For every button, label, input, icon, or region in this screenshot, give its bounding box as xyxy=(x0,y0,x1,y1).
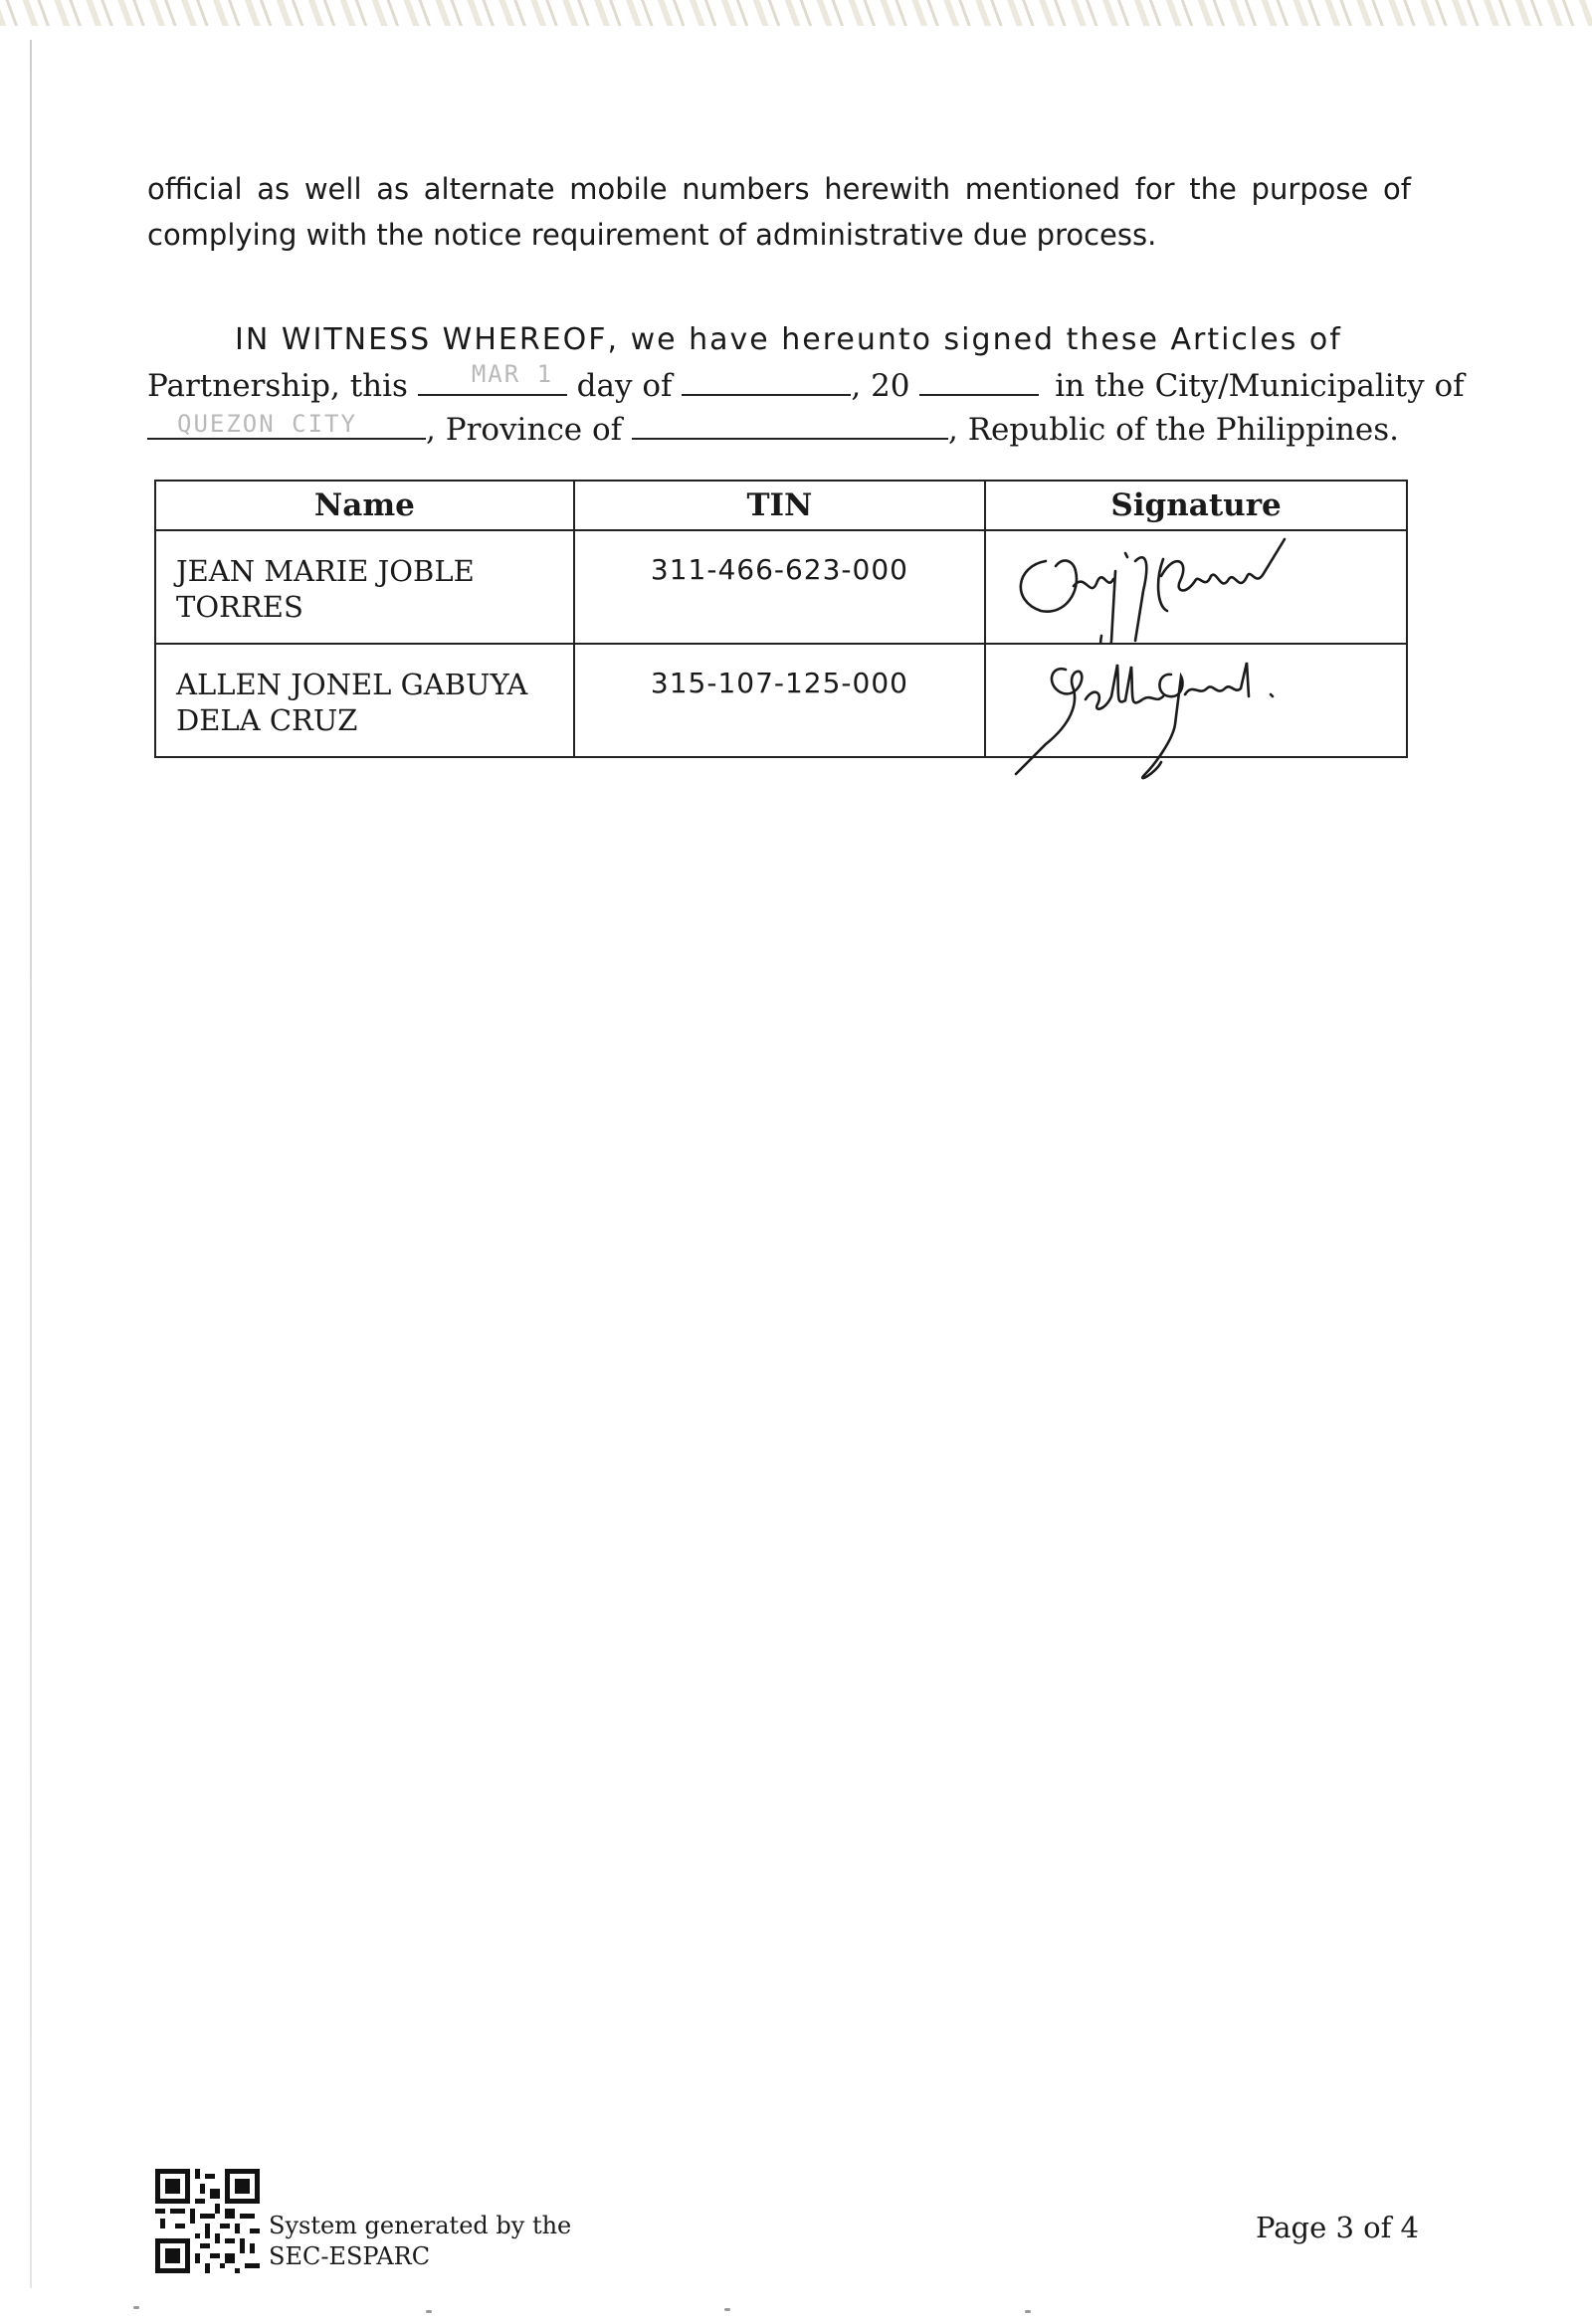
witness-clause xyxy=(147,318,1465,450)
witness-line-2 xyxy=(147,360,1465,406)
scan-speck xyxy=(133,2306,139,2309)
qr-code-icon xyxy=(155,2169,260,2273)
signatory-name-line2: TORRES xyxy=(176,590,303,624)
signatory-name-line2: DELA CRUZ xyxy=(176,703,358,737)
table-row xyxy=(155,530,1407,644)
province-blank xyxy=(632,406,948,440)
city-blank xyxy=(147,406,426,440)
header-tin: TIN xyxy=(574,481,985,530)
table-header-row xyxy=(155,481,1407,530)
header-signature: Signature xyxy=(985,481,1407,530)
scan-left-edge xyxy=(30,40,32,2288)
month-blank xyxy=(682,362,851,396)
witness-text-partnership: Partnership, this xyxy=(147,368,408,404)
system-generated-note xyxy=(269,2211,571,2272)
signature-dela-cruz xyxy=(986,645,1407,814)
table-row xyxy=(155,644,1407,757)
signatory-name-line1: JEAN MARIE JOBLE xyxy=(176,554,475,588)
scan-speck xyxy=(1025,2310,1031,2313)
signatory-tin: 311-466-623-000 xyxy=(574,530,985,644)
signatory-name-cell xyxy=(155,644,574,757)
stamp-city-ghost: QUEZON CITY xyxy=(177,410,357,438)
signatories-table xyxy=(154,480,1408,758)
signature-torres xyxy=(986,531,1407,643)
scan-speck xyxy=(724,2308,730,2311)
page-number: Page 3 of 4 xyxy=(1256,2211,1419,2244)
scan-speck xyxy=(426,2310,432,2313)
signatory-tin: 315-107-125-000 xyxy=(574,644,985,757)
witness-text-republic: , Republic of the Philippines. xyxy=(948,412,1399,448)
system-generated-line1: System generated by the xyxy=(269,2212,572,2239)
header-name: Name xyxy=(155,481,574,530)
year-blank xyxy=(919,362,1039,396)
signature-cell xyxy=(985,644,1407,757)
system-generated-line2: SEC-ESPARC xyxy=(269,2242,431,2270)
witness-text-day-of: day of xyxy=(576,368,673,404)
witness-line-1: IN WITNESS WHEREOF, we have hereunto signed these Articles of xyxy=(235,322,1342,357)
witness-text-city: in the City/Municipality of xyxy=(1055,368,1465,404)
day-blank xyxy=(418,362,567,396)
signature-cell xyxy=(985,530,1407,644)
witness-text-province: , Province of xyxy=(426,412,623,448)
witness-text-year: , 20 xyxy=(851,368,910,404)
paragraph-notice: official as well as alternate mobile numbers herewith mentioned for the purpose of complying with the notice requirement of administrative due process. xyxy=(147,172,1411,252)
stamp-day-ghost: MAR 1 xyxy=(471,360,554,388)
signatory-name-cell xyxy=(155,530,574,644)
witness-line-3 xyxy=(147,406,1411,450)
signatory-name-line1: ALLEN JONEL GABUYA xyxy=(176,668,528,701)
scan-edge xyxy=(0,0,1592,26)
